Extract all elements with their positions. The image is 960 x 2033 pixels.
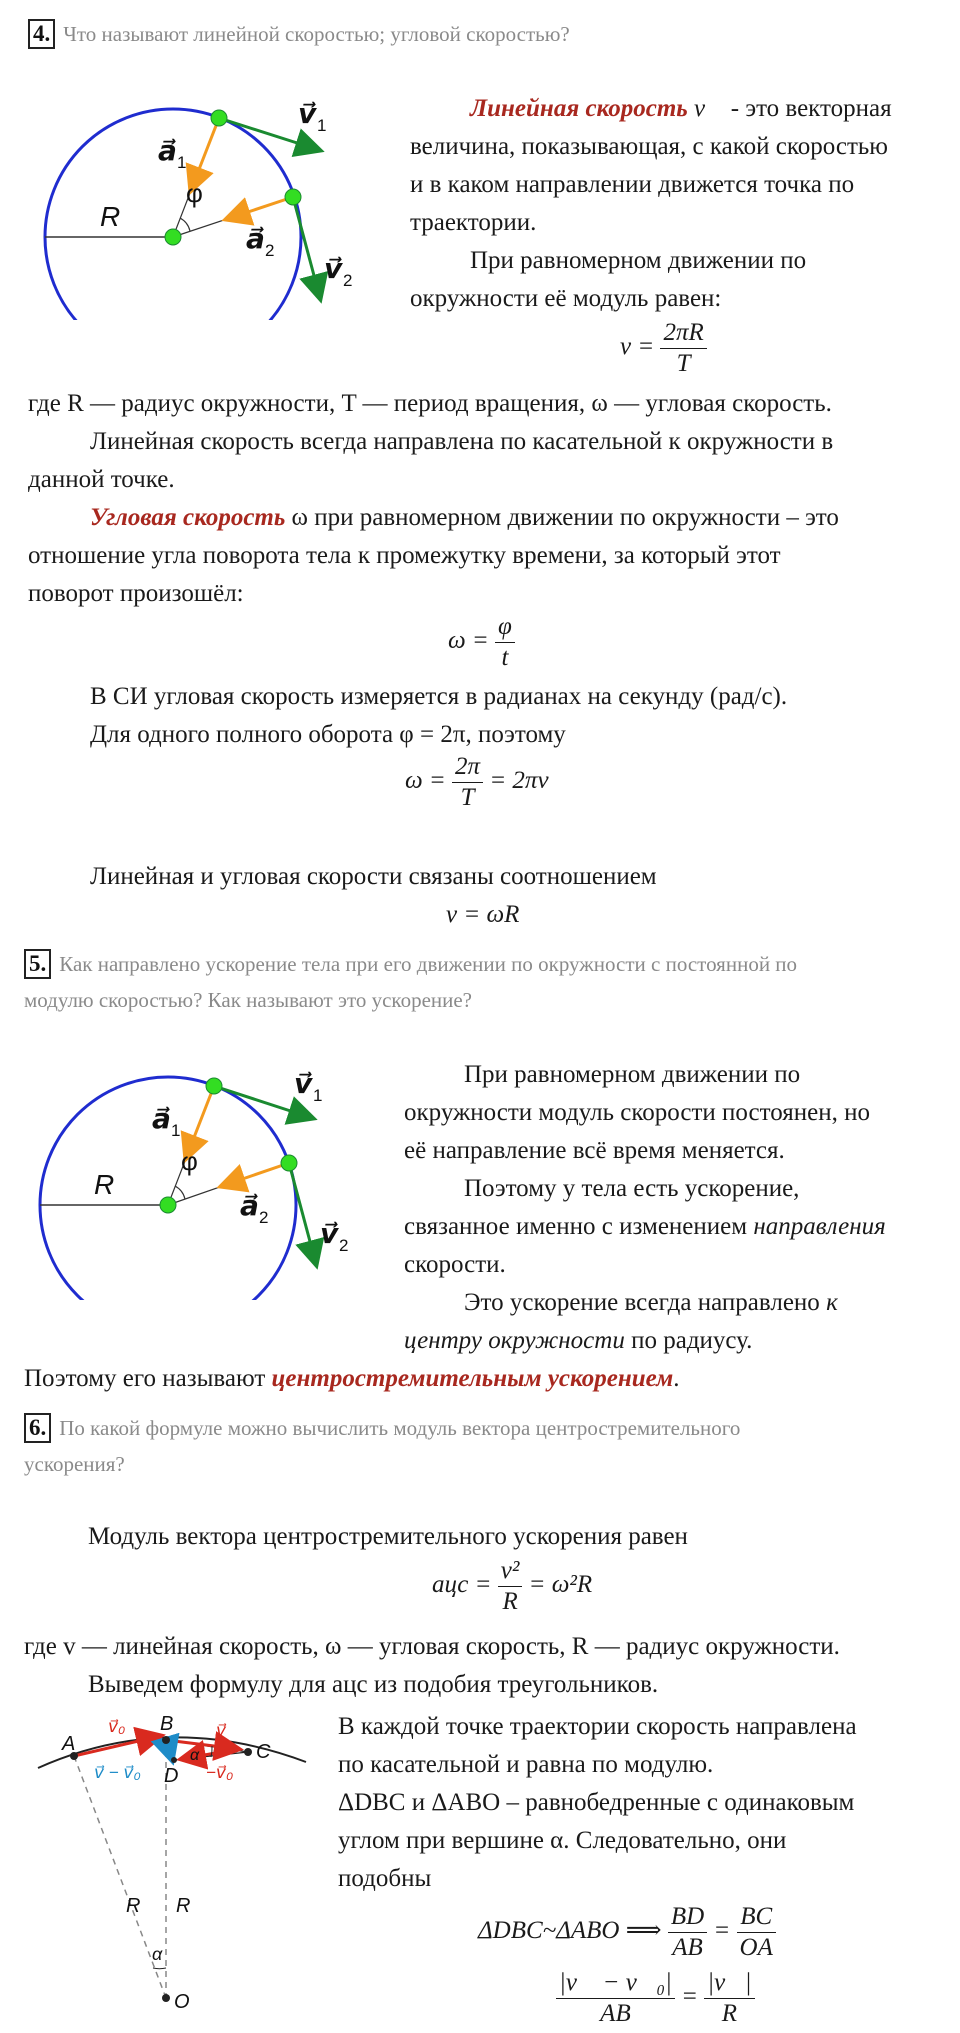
q5-conclusion: Поэтому его называют центростремительным ускорением.	[24, 1365, 680, 1392]
label-v1-sub: 1	[317, 116, 327, 135]
center-point	[165, 229, 181, 245]
label-v2: v⃗	[324, 253, 343, 284]
term-angular-speed: Угловая скорость	[90, 504, 286, 531]
q4-body-text: где R — радиус окружности, T — период вращения, ω — угловая скорость. Линейная скорость всегда направлена по касательной к окружности в данной точке. Угловая скорость ω при равномерном движении по окружности – это отношение угла поворота тела к промежутку времени, за который этот поворот произошёл:	[28, 390, 839, 607]
label-B: B	[160, 1713, 174, 1735]
q6-modulus-text: Модуль вектора центростремительного ускорения равен	[88, 1523, 688, 1550]
label-R-left: R	[126, 1895, 141, 1917]
label-a2: a⃗	[240, 1190, 259, 1221]
label-C: C	[256, 1741, 271, 1763]
point-2	[285, 189, 301, 205]
label-a1-sub: 1	[171, 1121, 181, 1140]
question-number: 6.	[24, 1413, 51, 1443]
q6-where-text: где v — линейная скорость, ω — угловая скорость, R — радиус окружности. Выведем формулу для aцс из подобия треугольников.	[24, 1633, 840, 1698]
velocity-arrow-2	[289, 1163, 316, 1264]
question-text: Что называют линейной скоростью; угловой скоростью?	[63, 22, 570, 46]
label-a2: a⃗	[246, 223, 265, 254]
label-diff: v⃗ − v⃗₀	[94, 1763, 141, 1782]
velocity-arrow-2	[293, 197, 320, 298]
label-R: R	[100, 201, 121, 232]
question-6: 6. По какой формуле можно вычислить модуль вектора центростремительного ускорения?	[24, 1415, 741, 1476]
label-neg-v0: −v⃗₀	[206, 1763, 234, 1782]
formula-ratio: $\frac{\text{|v⃗ − v⃗₀|}}{AB}$ = $\frac{|v⃗|}{R}$	[556, 1968, 755, 2029]
q4-right-text: Линейная скорость v⃗ - это векторная величина, показывающая, с какой скоростью и в каком направлении движется точка по траектории. При равномерном движении по окружности её модуль равен:	[410, 95, 892, 312]
point-1	[206, 1078, 222, 1094]
question-number: 5.	[24, 949, 51, 979]
label-a1: a⃗	[152, 1103, 171, 1134]
q6-right-text: В каждой точке траектории скорость направлена по касательной и равна по модулю. ΔDBC и ΔABO – равнобедренные с одинаковым углом при вершине α. Следовательно, они подобны	[338, 1713, 857, 1892]
question-4	[28, 16, 928, 52]
formula-omega-2pi: ω = $\frac{2\pi}{T}$ = 2πν	[405, 753, 549, 811]
circular-motion-diagram-1	[28, 80, 358, 320]
label-v1: v⃗	[298, 98, 317, 129]
acceleration-arrow-2	[227, 197, 293, 219]
formula-linear-speed: v = $\frac{2\pi R}{T}$	[620, 318, 707, 379]
label-v: v⃗	[216, 1721, 227, 1740]
question-5: 5. Как направлено ускорение тела при его движении по окружности с постоянной по модулю скоростью? Как называют это ускорение?	[24, 951, 798, 1012]
label-R-right: R	[176, 1895, 191, 1917]
label-v2-sub: 2	[343, 271, 353, 290]
label-R: R	[94, 1169, 115, 1200]
label-a2-sub: 2	[259, 1208, 269, 1227]
label-v0: v⃗₀	[108, 1717, 126, 1736]
label-alpha-bottom: α	[152, 1944, 163, 1964]
label-phi: φ	[181, 1146, 198, 1176]
formula-v-omega-r: v = ωR	[446, 901, 520, 928]
q5-right-text: При равномерном движении по окружности модуль скорости постоянен, но её направление всё время меняется. Поэтому у тела есть ускорение, связанное именно с изменением направления скорости. Это ускорение всегда направлено к центру окружности по радиусу.	[404, 1061, 886, 1354]
circular-motion-diagram-2	[24, 1060, 354, 1300]
label-v1: v⃗	[294, 1068, 313, 1099]
formula-angular-speed: ω = $\frac{\varphi}{t}$	[448, 612, 515, 673]
label-O: O	[174, 1991, 190, 2013]
label-a1-sub: 1	[177, 153, 187, 172]
point-1	[211, 110, 227, 126]
question-number: 4.	[28, 19, 55, 49]
term-centripetal: центростремительным ускорением	[271, 1365, 674, 1392]
label-a1: a⃗	[158, 135, 177, 166]
similar-triangles-diagram	[28, 1706, 328, 2033]
label-alpha-top: α	[190, 1747, 200, 1764]
q4-si-text: В СИ угловая скорость измеряется в радианах на секунду (рад/с). Для одного полного оборота φ = 2π, поэтому	[90, 683, 788, 748]
label-v1-sub: 1	[313, 1086, 323, 1105]
label-v2-sub: 2	[339, 1236, 349, 1255]
label-D: D	[164, 1765, 179, 1787]
label-a2-sub: 2	[265, 241, 275, 260]
v0-arrow	[74, 1736, 160, 1756]
formula-similarity: ΔDBC~ΔABO ⟹ $\frac{BD}{AB}$ = $\frac{BC}{OA}$	[478, 1902, 776, 1963]
term-linear-speed: Линейная скорость	[470, 95, 688, 122]
q4-relation-text: Линейная и угловая скорости связаны соотношением	[90, 863, 657, 890]
label-phi: φ	[186, 178, 203, 208]
label-v2: v⃗	[320, 1218, 339, 1249]
formula-centripetal: aцс = $\frac{\text{v²}}{R}$ = ω²R	[432, 1557, 593, 1615]
point-2	[281, 1155, 297, 1171]
acceleration-arrow-2	[222, 1163, 289, 1186]
center-point	[160, 1197, 176, 1213]
label-A: A	[62, 1733, 76, 1755]
